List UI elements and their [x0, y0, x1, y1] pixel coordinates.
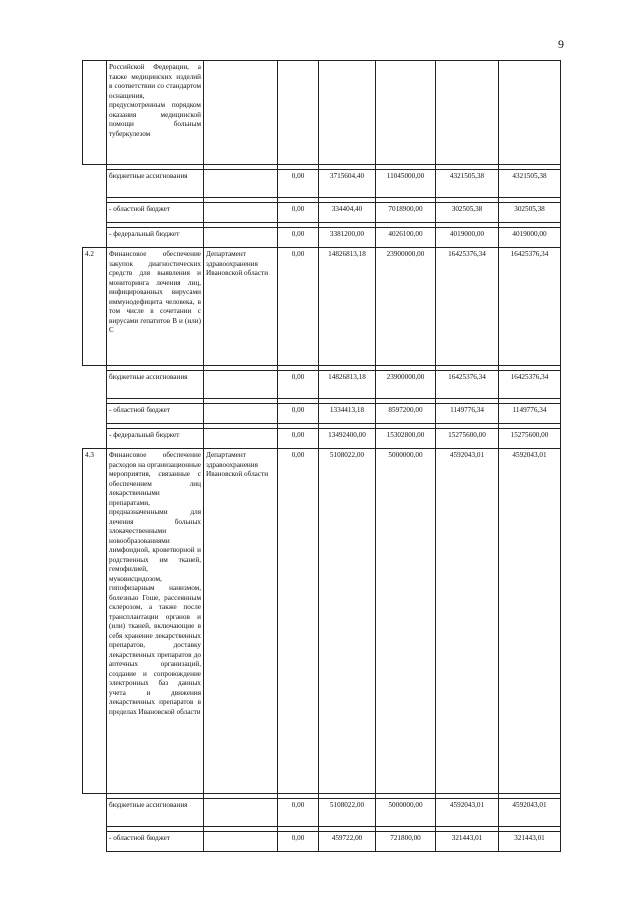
row-name-cell: - федеральный бюджет: [107, 429, 204, 449]
value-cell-4: 4019000,00: [436, 228, 499, 248]
table-row: [83, 203, 561, 223]
value-cell-2: 459722,00: [319, 832, 376, 852]
value-cell-3: 5000000,00: [376, 799, 436, 827]
row-code-cell: [83, 799, 107, 827]
value-cell-1: 0,00: [278, 371, 319, 399]
value-cell-5: 16425376,34: [499, 371, 561, 399]
value-cell-4: 1149776,34: [436, 404, 499, 424]
value-cell-4: 321443,01: [436, 832, 499, 852]
row-code-cell: [83, 203, 107, 223]
row-name-cell: - областной бюджет: [107, 832, 204, 852]
value-cell-3: 11045000,00: [376, 170, 436, 198]
value-cell-5: 15275600,00: [499, 429, 561, 449]
value-cell-3: 7018900,00: [376, 203, 436, 223]
value-cell-1: 0,00: [278, 248, 319, 366]
row-code-cell: [83, 371, 107, 399]
value-cell-4: 4321505,38: [436, 170, 499, 198]
value-cell-4: 16425376,34: [436, 371, 499, 399]
value-cell-5: 4321505,38: [499, 170, 561, 198]
value-cell-5: 302505,38: [499, 203, 561, 223]
value-cell-5: 4019000,00: [499, 228, 561, 248]
row-name-cell: - областной бюджет: [107, 404, 204, 424]
row-executor-cell: [204, 799, 278, 827]
value-cell-3: 23900000,00: [376, 371, 436, 399]
value-cell-2: 5108022,00: [319, 799, 376, 827]
value-cell-1: 0,00: [278, 832, 319, 852]
value-cell-2: 3715604,40: [319, 170, 376, 198]
budget-table: [82, 60, 561, 852]
value-cell-5: 321443,01: [499, 832, 561, 852]
value-cell-2: 14826813,18: [319, 248, 376, 366]
value-cell-1: 0,00: [278, 799, 319, 827]
row-executor-cell: [204, 371, 278, 399]
value-cell-2: 5108022,00: [319, 449, 376, 794]
row-name-cell: бюджетные ассигнования: [107, 170, 204, 198]
row-code-cell: 4.2: [83, 248, 107, 366]
row-executor-cell: [204, 832, 278, 852]
value-cell-3: 15302800,00: [376, 429, 436, 449]
row-name-cell: - федеральный бюджет: [107, 228, 204, 248]
row-name-cell: Финансовое обеспечение закупок диагностических средств для выявления и мониторинга лечения лиц, инфицированных вирусами иммунодефицита человека, в том числе в сочетании с вирусами гепатитов B и (или) C: [107, 248, 204, 366]
row-executor-cell: [204, 429, 278, 449]
row-executor-cell: [204, 61, 278, 165]
row-code-cell: [83, 170, 107, 198]
value-cell-5: 16425376,34: [499, 248, 561, 366]
table-row: [83, 371, 561, 399]
row-executor-cell: Департамент здравоохранения Ивановской области: [204, 248, 278, 366]
row-code-cell: [83, 832, 107, 852]
value-cell-4: 302505,38: [436, 203, 499, 223]
value-cell-1: 0,00: [278, 429, 319, 449]
row-name-cell: бюджетные ассигнования: [107, 371, 204, 399]
value-cell-4: 16425376,34: [436, 248, 499, 366]
value-cell-2: 14826813,18: [319, 371, 376, 399]
value-cell-3: 8597200,00: [376, 404, 436, 424]
value-cell-4: 4592043,01: [436, 449, 499, 794]
value-cell-3: [376, 61, 436, 165]
table-row: [83, 404, 561, 424]
table-row: [83, 832, 561, 852]
row-name-cell: - областной бюджет: [107, 203, 204, 223]
value-cell-4: 15275600,00: [436, 429, 499, 449]
row-name-cell: Финансовое обеспечение расходов на организационные мероприятия, связанные с обеспечением лиц лекарственными препаратами, предназначенными для лечения больных злокачественными новообразованиями лимфоидной, кроветворной и родственных им тканей, гемофилией, муковисцидозом, гипофизарным нанизмом, болезнью Гоше, рассеянным склерозом, а также после трансплантации органов и (или) тканей, включающие в себя хранение лекарственных препаратов, доставку лекарственных препаратов до аптечных организаций, создание и сопровождение электронных баз данных учета и движения лекарственных препаратов в пределах Ивановской области: [107, 449, 204, 794]
value-cell-1: 0,00: [278, 203, 319, 223]
value-cell-5: 1149776,34: [499, 404, 561, 424]
value-cell-1: 0,00: [278, 170, 319, 198]
value-cell-1: 0,00: [278, 449, 319, 794]
row-code-cell: [83, 429, 107, 449]
value-cell-2: 3381200,00: [319, 228, 376, 248]
page-number: 9: [558, 37, 564, 51]
row-code-cell: [83, 404, 107, 424]
row-code-cell: [83, 228, 107, 248]
value-cell-4: [436, 61, 499, 165]
value-cell-5: 4592043,01: [499, 449, 561, 794]
row-code-cell: [83, 61, 107, 165]
value-cell-4: 4592043,01: [436, 799, 499, 827]
table-row: [83, 429, 561, 449]
table-row: [83, 170, 561, 198]
row-name-cell: Российской Федерации, а также медицинских изделий в соответствии со стандартом оснащения, предусмотренным порядком оказания медицинской помощи больным туберкулезом: [107, 61, 204, 165]
row-executor-cell: Департамент здравоохранения Ивановской области: [204, 449, 278, 794]
value-cell-3: 4026100,00: [376, 228, 436, 248]
value-cell-2: 334404,40: [319, 203, 376, 223]
table-row: [83, 228, 561, 248]
value-cell-3: 721800,00: [376, 832, 436, 852]
value-cell-3: 23900000,00: [376, 248, 436, 366]
row-executor-cell: [204, 203, 278, 223]
value-cell-3: 5000000,00: [376, 449, 436, 794]
value-cell-5: 4592043,01: [499, 799, 561, 827]
row-name-cell: бюджетные ассигнования: [107, 799, 204, 827]
value-cell-1: [278, 61, 319, 165]
table-row: [83, 799, 561, 827]
table-row: [83, 449, 561, 794]
value-cell-2: 1334413,18: [319, 404, 376, 424]
row-executor-cell: [204, 228, 278, 248]
table-row: [83, 248, 561, 366]
value-cell-1: 0,00: [278, 404, 319, 424]
value-cell-1: 0,00: [278, 228, 319, 248]
value-cell-2: [319, 61, 376, 165]
table-row: [83, 61, 561, 165]
row-executor-cell: [204, 404, 278, 424]
row-code-cell: 4.3: [83, 449, 107, 794]
value-cell-2: 13492400,00: [319, 429, 376, 449]
value-cell-5: [499, 61, 561, 165]
row-executor-cell: [204, 170, 278, 198]
